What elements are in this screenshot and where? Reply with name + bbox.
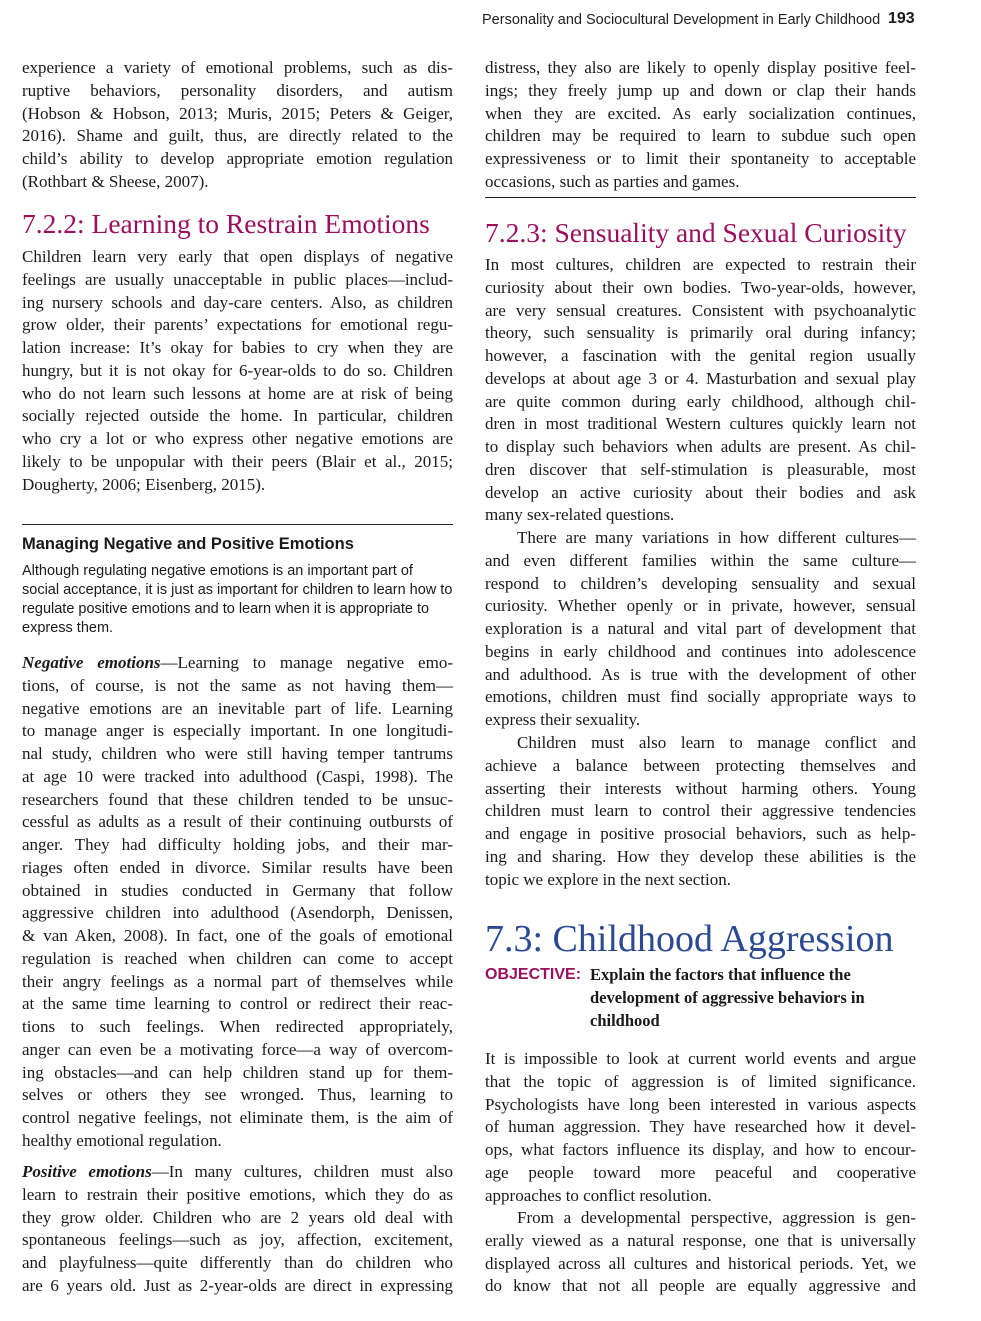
text-line: spontaneous feelings—such as joy, affection, excitement, xyxy=(22,1230,453,1250)
text-line: nal study, children who were still having temper tantrums xyxy=(22,744,453,763)
text-line: lation increase: It’s okay for babies to cry when they are xyxy=(22,338,453,357)
text-line: selves or others they see wronged. Thus, learning to xyxy=(22,1085,453,1105)
paragraph xyxy=(22,57,453,194)
text-line: socially rejected outside the home. In particular, children xyxy=(22,406,453,426)
paragraph xyxy=(485,57,916,194)
text-line: Children learn very early that open displays of negative xyxy=(22,247,453,266)
text-line: who cry a lot or who express other negative emotions are xyxy=(22,429,453,448)
text-line: asserting their interests without harming others. Young xyxy=(485,778,916,798)
text-line: achieve a balance between protecting themselves and xyxy=(485,755,916,775)
text-line: they grow older. Children who are 2 years old deal with xyxy=(22,1207,453,1227)
text-line: hungry, but it is not okay for 6-year-olds to do so. Children xyxy=(22,360,453,380)
text-line: theory, such sensuality is primarily oral during infancy; xyxy=(485,323,916,343)
text-line: however, a fascination with the genital region usually xyxy=(485,346,916,365)
text-line: curiosity about their own bodies. Two-year-olds, however, xyxy=(485,277,916,297)
text-line: There are many variations in how different cultures— xyxy=(517,528,916,547)
text-line: child’s ability to develop appropriate emotion regulation xyxy=(22,149,453,168)
text-line: cessful as adults as a result of their continuing outbursts of xyxy=(22,812,453,832)
text-line: researchers found that these children tended to be unsuc- xyxy=(22,789,453,809)
text-line: and adulthood. As is true with the development of other xyxy=(485,664,916,684)
text-line: Children must also learn to manage conflict and xyxy=(517,733,916,752)
text-line: at age 10 were tracked into adulthood (Caspi, 1998). The xyxy=(22,766,453,786)
text-line: Dougherty, 2006; Eisenberg, 2015). xyxy=(22,474,266,494)
text-line: to manage anger is especially important. In one longitudi- xyxy=(22,721,453,741)
text-line: & van Aken, 2008). In fact, one of the goals of emotional xyxy=(22,926,453,945)
text-line: to display such behaviors when adults are present. As chil- xyxy=(485,437,916,456)
text-line: Psychologists have long been interested in various aspects xyxy=(485,1094,916,1114)
text-line: regulation is reached when children can come to accept xyxy=(22,948,453,968)
text-line: do know that not all people are equally aggressive and xyxy=(485,1276,916,1296)
paragraph xyxy=(485,527,916,732)
text-line: likely to be unpopular with their peers (Blair et al., 2015; xyxy=(22,451,453,471)
text-line: Positive emotions—In many cultures, children must also xyxy=(22,1162,454,1181)
paragraph xyxy=(22,246,453,496)
text-line: tions, of course, is not the same as not having them— xyxy=(22,675,453,695)
objective-text: Explain the factors that influence the development of aggressive behaviors in childhood xyxy=(590,965,865,1030)
text-line: ops, what factors influence its display, and how to encour- xyxy=(485,1140,916,1159)
paragraph-positive-emotions xyxy=(22,1161,453,1298)
text-line: obtained in studies conducted in Germany that follow xyxy=(22,880,453,900)
text-line: approaches to conflict resolution. xyxy=(485,1185,712,1205)
text-line: when they are excited. As early socialization continues, xyxy=(485,103,916,123)
text-line: displayed across all cultures and historical periods. Yet, we xyxy=(485,1253,916,1273)
lead-in: Negative emotions xyxy=(22,653,161,672)
box-heading: Managing Negative and Positive Emotions xyxy=(22,535,354,553)
text-line: ings; they freely jump up and down or clap their hands xyxy=(485,80,916,100)
text-line: dren discover that self-stimulation is pleasurable, most xyxy=(485,459,916,479)
page-number: 193 xyxy=(888,10,915,27)
text-line: ruptive behaviors, personality disorders, and autism xyxy=(22,80,453,100)
text-line: exploration is a natural and vital part of development that xyxy=(485,619,916,638)
text-line: ing obstacles—and can help children stand up for them- xyxy=(22,1062,453,1082)
text-line: aggressive children into adulthood (Asendorph, Denissen, xyxy=(22,903,453,923)
text-line: develop an active curiosity about their bodies and ask xyxy=(485,482,916,502)
text-line: are 6 years old. Just as 2-year-olds are direct in expressing xyxy=(22,1275,453,1295)
paragraph xyxy=(485,254,916,527)
text-line: children may be required to learn to subdue such open xyxy=(485,126,916,146)
text-line: (Rothbart & Sheese, 2007). xyxy=(22,171,209,191)
text-line: grow older, their parents’ expectations for emotional regu- xyxy=(22,315,453,335)
text-line: expressiveness or to limit their spontaneity to acceptable xyxy=(485,149,916,168)
text-line: topic we explore in the next section. xyxy=(485,869,731,889)
lead-in: Positive emotions xyxy=(22,1162,152,1181)
text-line: tions to such feelings. When redirected appropriately, xyxy=(22,1017,453,1036)
text-line: occasions, such as parties and games. xyxy=(485,171,740,191)
text-line: express their sexuality. xyxy=(485,710,641,729)
text-line: at the same time learning to control or redirect their reac- xyxy=(22,994,453,1014)
text-line: ing and sharing. How they develop these abilities is the xyxy=(485,846,916,866)
section-heading-7-2-2: 7.2.2: Learning to Restrain Emotions xyxy=(22,208,430,239)
text-line: who do not learn such lessons at home are at risk of being xyxy=(22,383,453,403)
text-line: It is impossible to look at current world events and argue xyxy=(485,1049,916,1068)
text-line: negative emotions are an inevitable part of life. Learning xyxy=(22,698,453,718)
text-line: are quite common during early childhood, although chil- xyxy=(485,391,916,411)
text-line: respond to children’s developing sensuality and sexual xyxy=(485,573,916,593)
running-header: Personality and Sociocultural Development in Early Childhood xyxy=(482,12,881,28)
text-line: curiosity. Whether openly or in private, however, sensual xyxy=(485,596,916,616)
text-line: Negative emotions—Learning to manage negative emo- xyxy=(22,653,453,672)
divider xyxy=(485,197,916,198)
text-line: and even different families within the same culture— xyxy=(485,550,916,570)
text-line: In most cultures, children are expected to restrain their xyxy=(485,255,916,274)
box-text: Although regulating negative emotions is an important part of social acceptance, it is just as important for children to learn how to regulate positive emotions and to learn when it is appropriate to express them. xyxy=(22,563,453,636)
paragraph-negative-emotions xyxy=(22,652,453,1153)
text-line: riages often ended in divorce. Similar results have been xyxy=(22,857,453,877)
text-line: healthy emotional regulation. xyxy=(22,1130,222,1150)
text-line: and playfulness—quite differently than do children who xyxy=(22,1253,453,1272)
text-line: experience a variety of emotional problems, such as dis- xyxy=(22,58,453,77)
text-line: 2016). Shame and guilt, thus, are directly related to the xyxy=(22,126,453,146)
paragraph xyxy=(485,1207,916,1298)
text-line: many sex-related questions. xyxy=(485,505,675,525)
text-line: and engage in positive prosocial behaviors, such as help- xyxy=(485,824,916,843)
paragraph xyxy=(485,1048,916,1207)
text-line: emotions, children must find socially appropriate ways to xyxy=(485,687,916,707)
chapter-section-heading-7-3: 7.3: Childhood Aggression xyxy=(485,918,894,960)
text-line: anger. They had difficulty holding jobs, and their mar- xyxy=(22,835,453,854)
text-line: From a developmental perspective, aggression is gen- xyxy=(517,1208,916,1227)
text-line: children must learn to control their aggressive tendencies xyxy=(485,801,916,821)
text-line: control negative feelings, not eliminate them, is the aim of xyxy=(22,1108,453,1127)
text-line: feelings are usually unacceptable in public places—includ- xyxy=(22,269,453,289)
objective-label: OBJECTIVE: xyxy=(485,966,582,983)
text-line: distress, they also are likely to openly display positive feel- xyxy=(485,58,916,77)
text-line: age people toward more peaceful and cooperative xyxy=(485,1162,916,1182)
text-line: their angry feelings as a normal part of themselves while xyxy=(22,971,453,991)
text-line: anger can even be a motivating force—a way of overcom- xyxy=(22,1039,453,1059)
text-line: (Hobson & Hobson, 2013; Muris, 2015; Peters & Geiger, xyxy=(22,103,453,123)
text-line: of human aggression. They have researched how it devel- xyxy=(485,1117,916,1137)
text-line: learn to restrain their positive emotions, which they do as xyxy=(22,1184,453,1204)
text-line: are very sensual creatures. Consistent with psychoanalytic xyxy=(485,300,916,320)
divider xyxy=(22,524,453,525)
text-line: erally viewed as a natural response, one that is universally xyxy=(485,1230,916,1250)
text-line: dren in most traditional Western cultures quickly learn not xyxy=(485,414,916,434)
text-line: that the topic of aggression is of limited significance. xyxy=(485,1071,916,1091)
text-line: develops at about age 3 or 4. Masturbation and sexual play xyxy=(485,368,916,388)
section-heading-7-2-3: 7.2.3: Sensuality and Sexual Curiosity xyxy=(485,217,907,248)
text-line: begins in early childhood and continues into adolescence xyxy=(485,641,916,661)
text-line: ing nursery schools and day-care centers. Also, as children xyxy=(22,292,453,312)
paragraph xyxy=(485,732,916,891)
